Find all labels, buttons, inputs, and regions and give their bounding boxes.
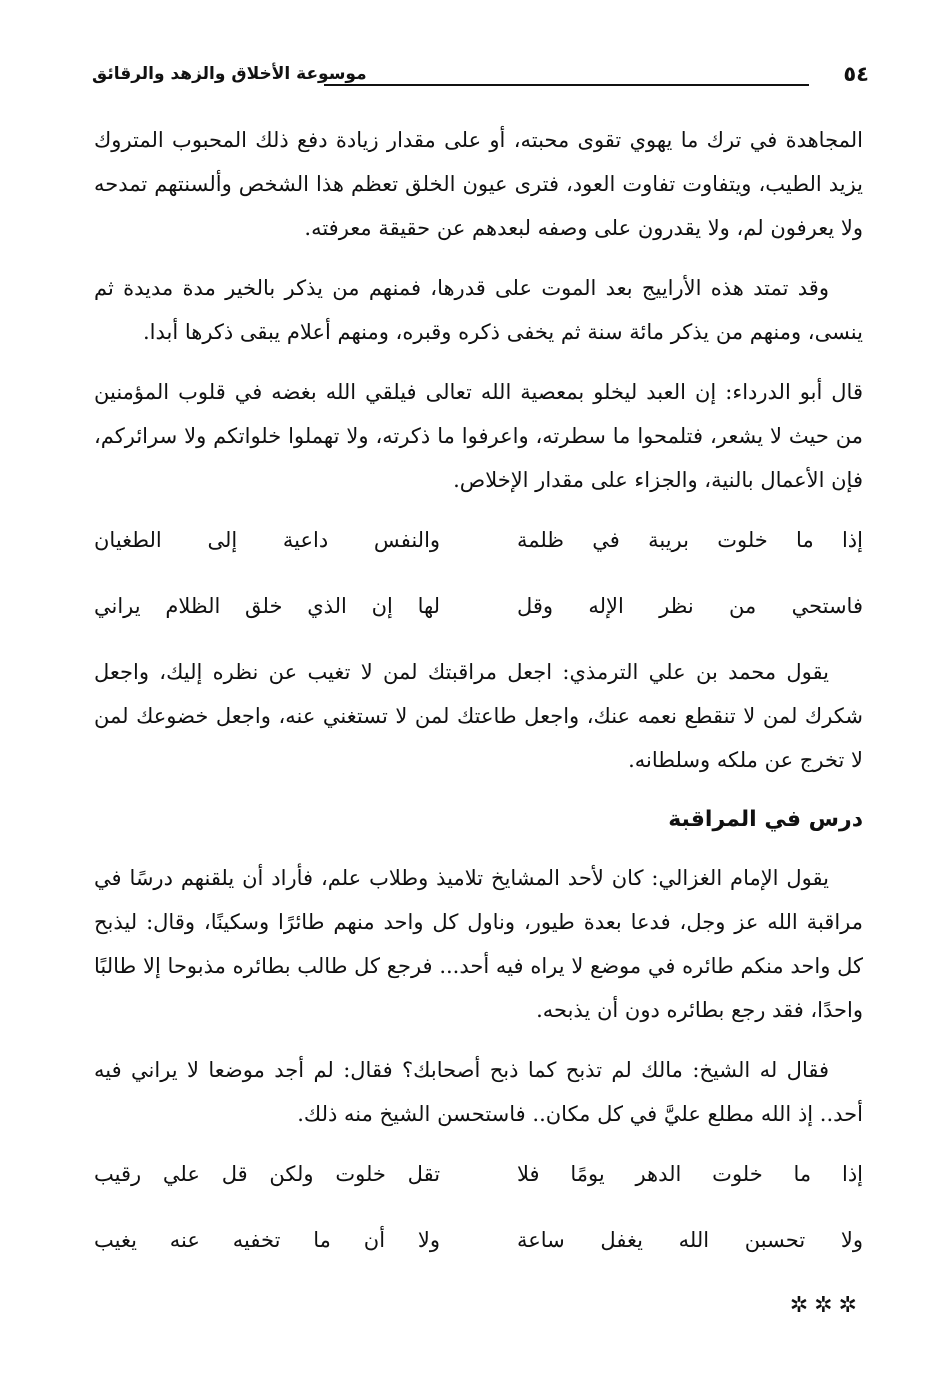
- poem-verse: [94, 518, 863, 562]
- section-heading: درس في المراقبة: [668, 807, 863, 832]
- book-title: موسوعة الأخلاق والزهد والرقائق: [92, 64, 367, 84]
- verse-second-hemistich: لها إن الذي خلق الظلام يراني: [94, 594, 441, 618]
- section-separator: ✲✲✲: [789, 1293, 863, 1318]
- verse-second-hemistich: ولا أن ما تخفيه عنه يغيب: [94, 1228, 441, 1252]
- paragraph: وقد تمتد هذه الأراييج بعد الموت على قدرها، فمنهم من يذكر بالخير مدة مديدة ثم ينسى، ومنهم من يذكر مائة سنة ثم يخفى ذكره وقبره، ومنهم أعلام يبقى ذكرها أبدا.: [94, 276, 863, 344]
- poem-verse: [94, 1218, 863, 1262]
- verse-second-hemistich: والنفس داعية إلى الطغيان: [94, 528, 441, 552]
- verse-first-hemistich: إذا ما خلوت الدهر يومًا فلا: [516, 1162, 863, 1186]
- verse-first-hemistich: إذا ما خلوت بريبة في ظلمة: [516, 528, 863, 552]
- running-header: [92, 62, 869, 92]
- paragraph: يقول محمد بن علي الترمذي: اجعل مراقبتك لمن لا تغيب عن نظره إليك، واجعل شكرك لمن لا تنقطع نعمه عنك، واجعل طاعتك لمن لا تستغني عنه، واجعل خضوعك لمن لا تخرج عن ملكه وسلطانه.: [94, 660, 863, 772]
- paragraph: فقال له الشيخ: مالك لم تذبح كما ذبح أصحابك؟ فقال: لم أجد موضعا لا يراني فيه أحد.. إذ الله مطلع عليَّ في كل مكان.. فاستحسن الشيخ منه ذلك.: [94, 1058, 863, 1126]
- verse-first-hemistich: فاستحي من نظر الإله وقل: [516, 594, 863, 618]
- paragraph: قال أبو الدرداء: إن العبد ليخلو بمعصية الله تعالى فيلقي الله بغضه في قلوب المؤمنين من حيث لا يشعر، فتلمحوا ما سطرته، واعرفوا ما ذكرته، ولا تهملوا خلواتكم ولا سرائركم، فإن الأعمال بالنية، والجزاء على مقدار الإخلاص.: [94, 380, 863, 492]
- poem-verse: [94, 1152, 863, 1196]
- verse-second-hemistich: تقل خلوت ولكن قل علي رقيب: [94, 1162, 441, 1186]
- page-number: ٥٤: [843, 62, 869, 86]
- verse-first-hemistich: ولا تحسبن الله يغفل ساعة: [516, 1228, 863, 1252]
- paragraph: يقول الإمام الغزالي: كان لأحد المشايخ تلاميذ وطلاب علم، فأراد أن يلقنهم درسًا في مراقبة الله عز وجل، فدعا بعدة طيور، وناول كل واحد منهم طائرًا وسكينًا، وقال: ليذبح كل واحد منكم طائره في موضع لا يراه فيه أحد... فرجع كل طالب بطائره مذبوحا إلا طالبًا واحدًا، فقد رجع بطائره دون أن يذبحه.: [94, 866, 863, 1022]
- paragraph: المجاهدة في ترك ما يهوي تقوى محبته، أو على مقدار زيادة دفع ذلك المحبوب المتروك يزيد الطيب، ويتفاوت تفاوت العود، فترى عيون الخلق تعظم هذا الشخص وألسنتهم تمدحه ولا يعرفون لم، ولا يقدرون على وصفه لبعدهم عن حقيقة معرفته.: [94, 128, 863, 240]
- page-body: [94, 118, 863, 1328]
- poem-verse: [94, 584, 863, 628]
- header-rule: [324, 84, 809, 86]
